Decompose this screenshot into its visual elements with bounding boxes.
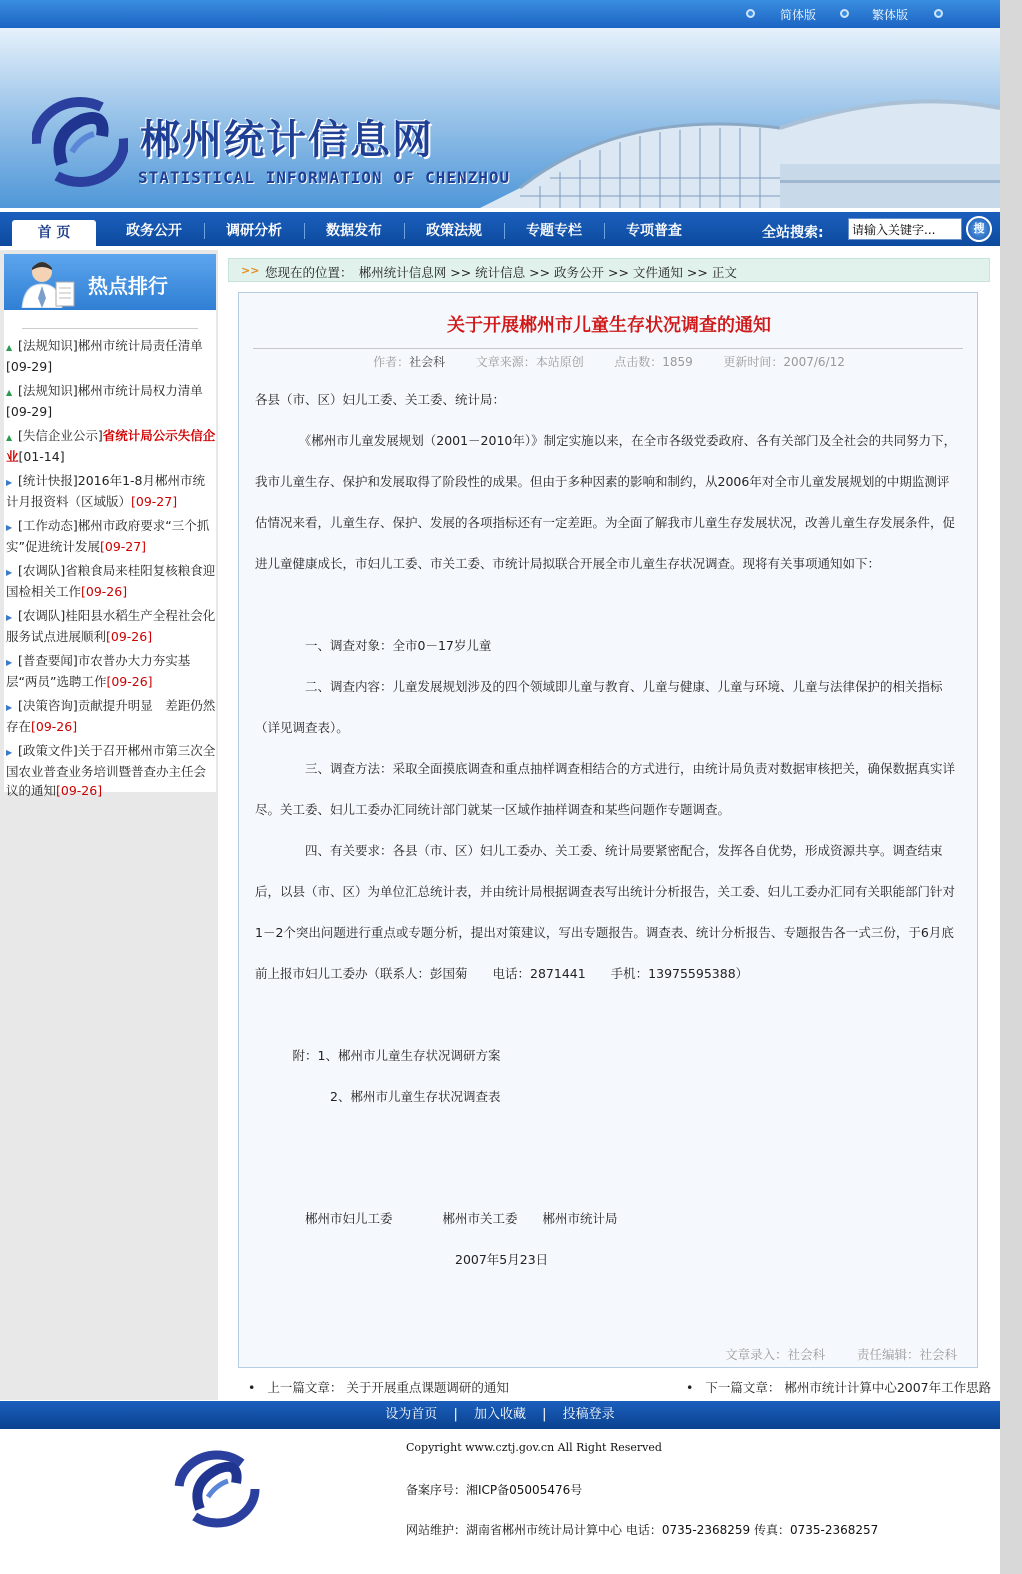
nav-government-affairs[interactable]: 政务公开 — [126, 223, 182, 239]
triangle-right-icon: ▶ — [6, 478, 13, 487]
doctor-icon — [16, 258, 80, 308]
copyright: Copyright www.cztj.gov.cn All Right Reserved — [406, 1441, 662, 1454]
bullet-icon: • — [248, 1380, 264, 1395]
hot-list-text[interactable]: [失信企业公示] — [18, 428, 103, 443]
footer-links — [0, 1401, 1000, 1429]
updated-label: 更新时间： — [723, 355, 784, 369]
hot-list-date: [09-26] — [106, 674, 153, 689]
hot-list-text[interactable]: [法规知识]郴州市统计局责任清单 — [18, 338, 203, 353]
hot-list-item[interactable] — [4, 606, 216, 646]
article-paragraph: 一、调查对象：全市0－17岁儿童 — [255, 638, 492, 653]
footer — [0, 1429, 1000, 1574]
triangle-up-icon: ▲ — [6, 433, 13, 442]
article-paragraph: 二、调查内容：儿童发展规划涉及的四个领域即儿童与教育、儿童与健康、儿童与环境、儿童与法律保护的相关指标（详见调查表）。 — [255, 679, 943, 735]
source: 本站原创 — [535, 355, 584, 369]
article-paragraph: 三、调查方法：采取全面摸底调查和重点抽样调查相结合的方式进行，由统计局负责对数据审核把关，确保数据真实详尽。关工委、妇儿工委办汇同统计部门就某一区域作抽样调查和某些问题作专题调查。 — [255, 761, 956, 817]
hot-list-item[interactable] — [4, 651, 216, 691]
entry-label: 文章录入： — [725, 1347, 788, 1362]
left-column — [0, 250, 218, 1400]
set-homepage-link[interactable]: 设为首页 — [385, 1407, 438, 1422]
bullet-icon — [840, 9, 849, 18]
article-title: 关于开展郴州市儿童生存状况调查的通知 — [447, 315, 771, 336]
triangle-right-icon: ▶ — [6, 748, 13, 757]
prev-link[interactable]: 关于开展重点课题调研的通知 — [346, 1380, 509, 1395]
hot-list-date: [09-29] — [6, 359, 53, 374]
main-nav — [0, 208, 1000, 246]
search-input[interactable] — [848, 218, 962, 240]
nav-separator — [204, 223, 205, 239]
separator: | — [542, 1407, 547, 1422]
nav-separator — [404, 223, 405, 239]
hot-ranking-panel — [4, 254, 216, 798]
hot-list-date: [09-27] — [131, 494, 178, 509]
footer-logo-icon — [172, 1447, 262, 1531]
signature-line: 郴州市妇儿工委 郴州市关工委 郴州市统计局 — [255, 1211, 618, 1226]
triangle-right-icon: ▶ — [6, 523, 13, 532]
triangle-right-icon: ▶ — [6, 613, 13, 622]
hot-list-date: [09-26] — [81, 584, 128, 599]
triangle-right-icon: ▶ — [6, 703, 13, 712]
breadcrumb-text[interactable]: 您现在的位置： 郴州统计信息网 >> 统计信息 >> 政务公开 >> 文件通知 >> 正文 — [265, 265, 737, 280]
hot-list-text[interactable]: [决策咨询]贡献提升明显 差距仍然存在 — [6, 698, 216, 734]
divider — [22, 328, 198, 329]
hot-ranking-header — [4, 254, 216, 310]
breadcrumb-arrow-icon: >> — [241, 264, 260, 277]
traditional-link[interactable]: 繁体版 — [872, 8, 909, 22]
site-logo-icon — [32, 94, 128, 190]
article-meta — [239, 353, 979, 370]
hot-list-text[interactable]: [普查要闻]市农普办大力夯实基层“两员”选聘工作 — [6, 653, 191, 689]
triangle-up-icon: ▲ — [6, 343, 13, 352]
separator: | — [453, 1407, 458, 1422]
hot-list-text[interactable]: [农调队]桂阳县水稻生产全程社会化服务试点进展顺利 — [6, 608, 216, 644]
simplified-link[interactable]: 简体版 — [780, 8, 817, 22]
hot-list-item[interactable] — [4, 471, 216, 511]
hot-ranking-list — [4, 336, 216, 805]
nav-data-release[interactable]: 数据发布 — [326, 223, 382, 239]
bullet-icon — [934, 9, 943, 18]
submit-login-link[interactable]: 投稿登录 — [562, 1407, 615, 1422]
hot-list-text[interactable]: [工作动态]郴州市政府要求“三个抓实”促进统计发展 — [6, 518, 210, 554]
stadium-illustration — [480, 68, 1000, 208]
triangle-right-icon: ▶ — [6, 658, 13, 667]
clicks: 1859 — [662, 355, 693, 369]
editor: 社会科 — [919, 1347, 957, 1362]
bullet-icon: • — [686, 1380, 702, 1395]
site-banner — [0, 28, 1000, 208]
nav-separator — [304, 223, 305, 239]
hot-list-date: [01-14] — [18, 449, 65, 464]
hot-list-date: [09-27] — [99, 539, 147, 554]
prev-label: 上一篇文章： — [267, 1380, 343, 1395]
nav-policy-regulations[interactable]: 政策法规 — [426, 223, 482, 239]
hot-list-date: [09-26] — [56, 783, 103, 798]
nav-special-census[interactable]: 专项普查 — [626, 223, 682, 239]
hot-list-item[interactable] — [4, 516, 216, 556]
search-label: 全站搜索: — [762, 225, 824, 241]
hot-list-item[interactable] — [4, 741, 216, 800]
icp-record: 备案序号：湘ICP备05005476号 — [406, 1483, 583, 1497]
hot-list-item[interactable] — [4, 381, 216, 421]
nav-special-topics[interactable]: 专题专栏 — [526, 223, 582, 239]
article — [238, 292, 978, 1368]
top-bar — [0, 0, 1000, 28]
hot-list-item[interactable] — [4, 336, 216, 376]
nav-research-analysis[interactable]: 调研分析 — [226, 223, 282, 239]
hot-list-text[interactable]: [政策文件]关于召开郴州市第三次全国农业普查业务培训暨普查办主任会议的通知 — [6, 743, 216, 798]
add-favorite-link[interactable]: 加入收藏 — [473, 1407, 526, 1422]
prev-article — [248, 1378, 509, 1396]
article-paragraph: 《郴州市儿童发展规划（2001－2010年）》制定实施以来，在全市各级党委政府、各有关部门及全社会的共同努力下，我市儿童生存、保护和发展取得了阶段性的成果。但由于多种因素的影响和制约，从2006年对全市儿童发展规划的中期监测评估情况来看，儿童生存、保护、发展的各项指标还有一定差距。为全面了解我市儿童生存发展状况，改善儿童生存发展条件，促进儿童健康成长，市妇儿工委、市关工委、市统计局拟联合开展全市儿童生存状况调查。现将有关事项通知如下： — [255, 433, 957, 571]
triangle-up-icon: ▲ — [6, 388, 13, 397]
clicks-label: 点击数： — [614, 355, 663, 369]
next-label: 下一篇文章： — [705, 1380, 781, 1395]
next-link[interactable]: 郴州市统计计算中心2007年工作思路 — [784, 1380, 992, 1395]
hot-list-highlight[interactable]: 省统计局公示失信企业 — [6, 428, 216, 464]
hot-list-date: [09-26] — [31, 719, 78, 734]
nav-separator — [604, 223, 605, 239]
breadcrumb — [228, 258, 990, 282]
attachment-line[interactable]: 2、郴州市儿童生存状况调查表 — [255, 1089, 501, 1104]
author: 社会科 — [409, 355, 446, 369]
nav-separator — [504, 223, 505, 239]
updated: 2007/6/12 — [783, 355, 845, 369]
site-title-en: STATISTICAL INFORMATION OF CHENZHOU — [138, 168, 511, 187]
hot-list-text[interactable]: [法规知识]郴州市统计局权力清单 — [18, 383, 203, 398]
hot-list-date: [09-26] — [106, 629, 153, 644]
source-label: 文章来源： — [475, 355, 536, 369]
hot-list-date: [09-29] — [6, 404, 53, 419]
hot-list-item[interactable] — [4, 696, 216, 736]
attachment-line[interactable]: 附：1、郴州市儿童生存状况调研方案 — [255, 1048, 501, 1063]
hot-list-item[interactable] — [4, 561, 216, 601]
entry: 社会科 — [787, 1347, 826, 1362]
maintainer-info: 网站维护：湖南省郴州市统计局计算中心 电话：0735-2368259 传真：0735-2368257 — [406, 1523, 879, 1537]
site-title-cn: 郴州统计信息网 — [140, 117, 434, 163]
nav-home[interactable]: 首 页 — [12, 220, 96, 250]
author-label: 作者： — [373, 355, 410, 369]
hot-list-item[interactable] — [4, 426, 216, 466]
divider — [253, 348, 963, 349]
hot-ranking-title: 热点排行 — [88, 274, 168, 298]
article-paragraph: 四、有关要求：各县（市、区）妇儿工委办、关工委、统计局要紧密配合，发挥各自优势，形成资源共享。调查结束后，以县（市、区）为单位汇总统计表，并由统计局根据调查表写出统计分析报告，关工委、妇儿工委办汇同有关职能部门针对1－2个突出问题进行重点或专题分析，提出对策建议，写出专题报告。调查表、统计分析报告、专题报告各一式三份，于6月底前上报市妇儿工委办（联系人：彭国菊 电话：2871441 手机：13975595388） — [255, 843, 956, 981]
editor-label: 责任编辑： — [856, 1347, 920, 1362]
article-paragraph: 各县（市、区）妇儿工委、关工委、统计局： — [255, 392, 506, 407]
next-article — [686, 1378, 991, 1396]
search-button[interactable]: 搜 — [966, 216, 992, 242]
article-footer — [725, 1345, 957, 1363]
hot-list-text[interactable]: [农调队]省粮食局来桂阳复核粮食迎国检相关工作 — [6, 563, 216, 599]
triangle-right-icon: ▶ — [6, 568, 13, 577]
date-line: 2007年5月23日 — [255, 1252, 549, 1267]
bullet-icon — [746, 9, 755, 18]
hot-list-text[interactable]: [统计快报]2016年1-8月郴州市统计月报资料（区域版） — [6, 473, 205, 509]
